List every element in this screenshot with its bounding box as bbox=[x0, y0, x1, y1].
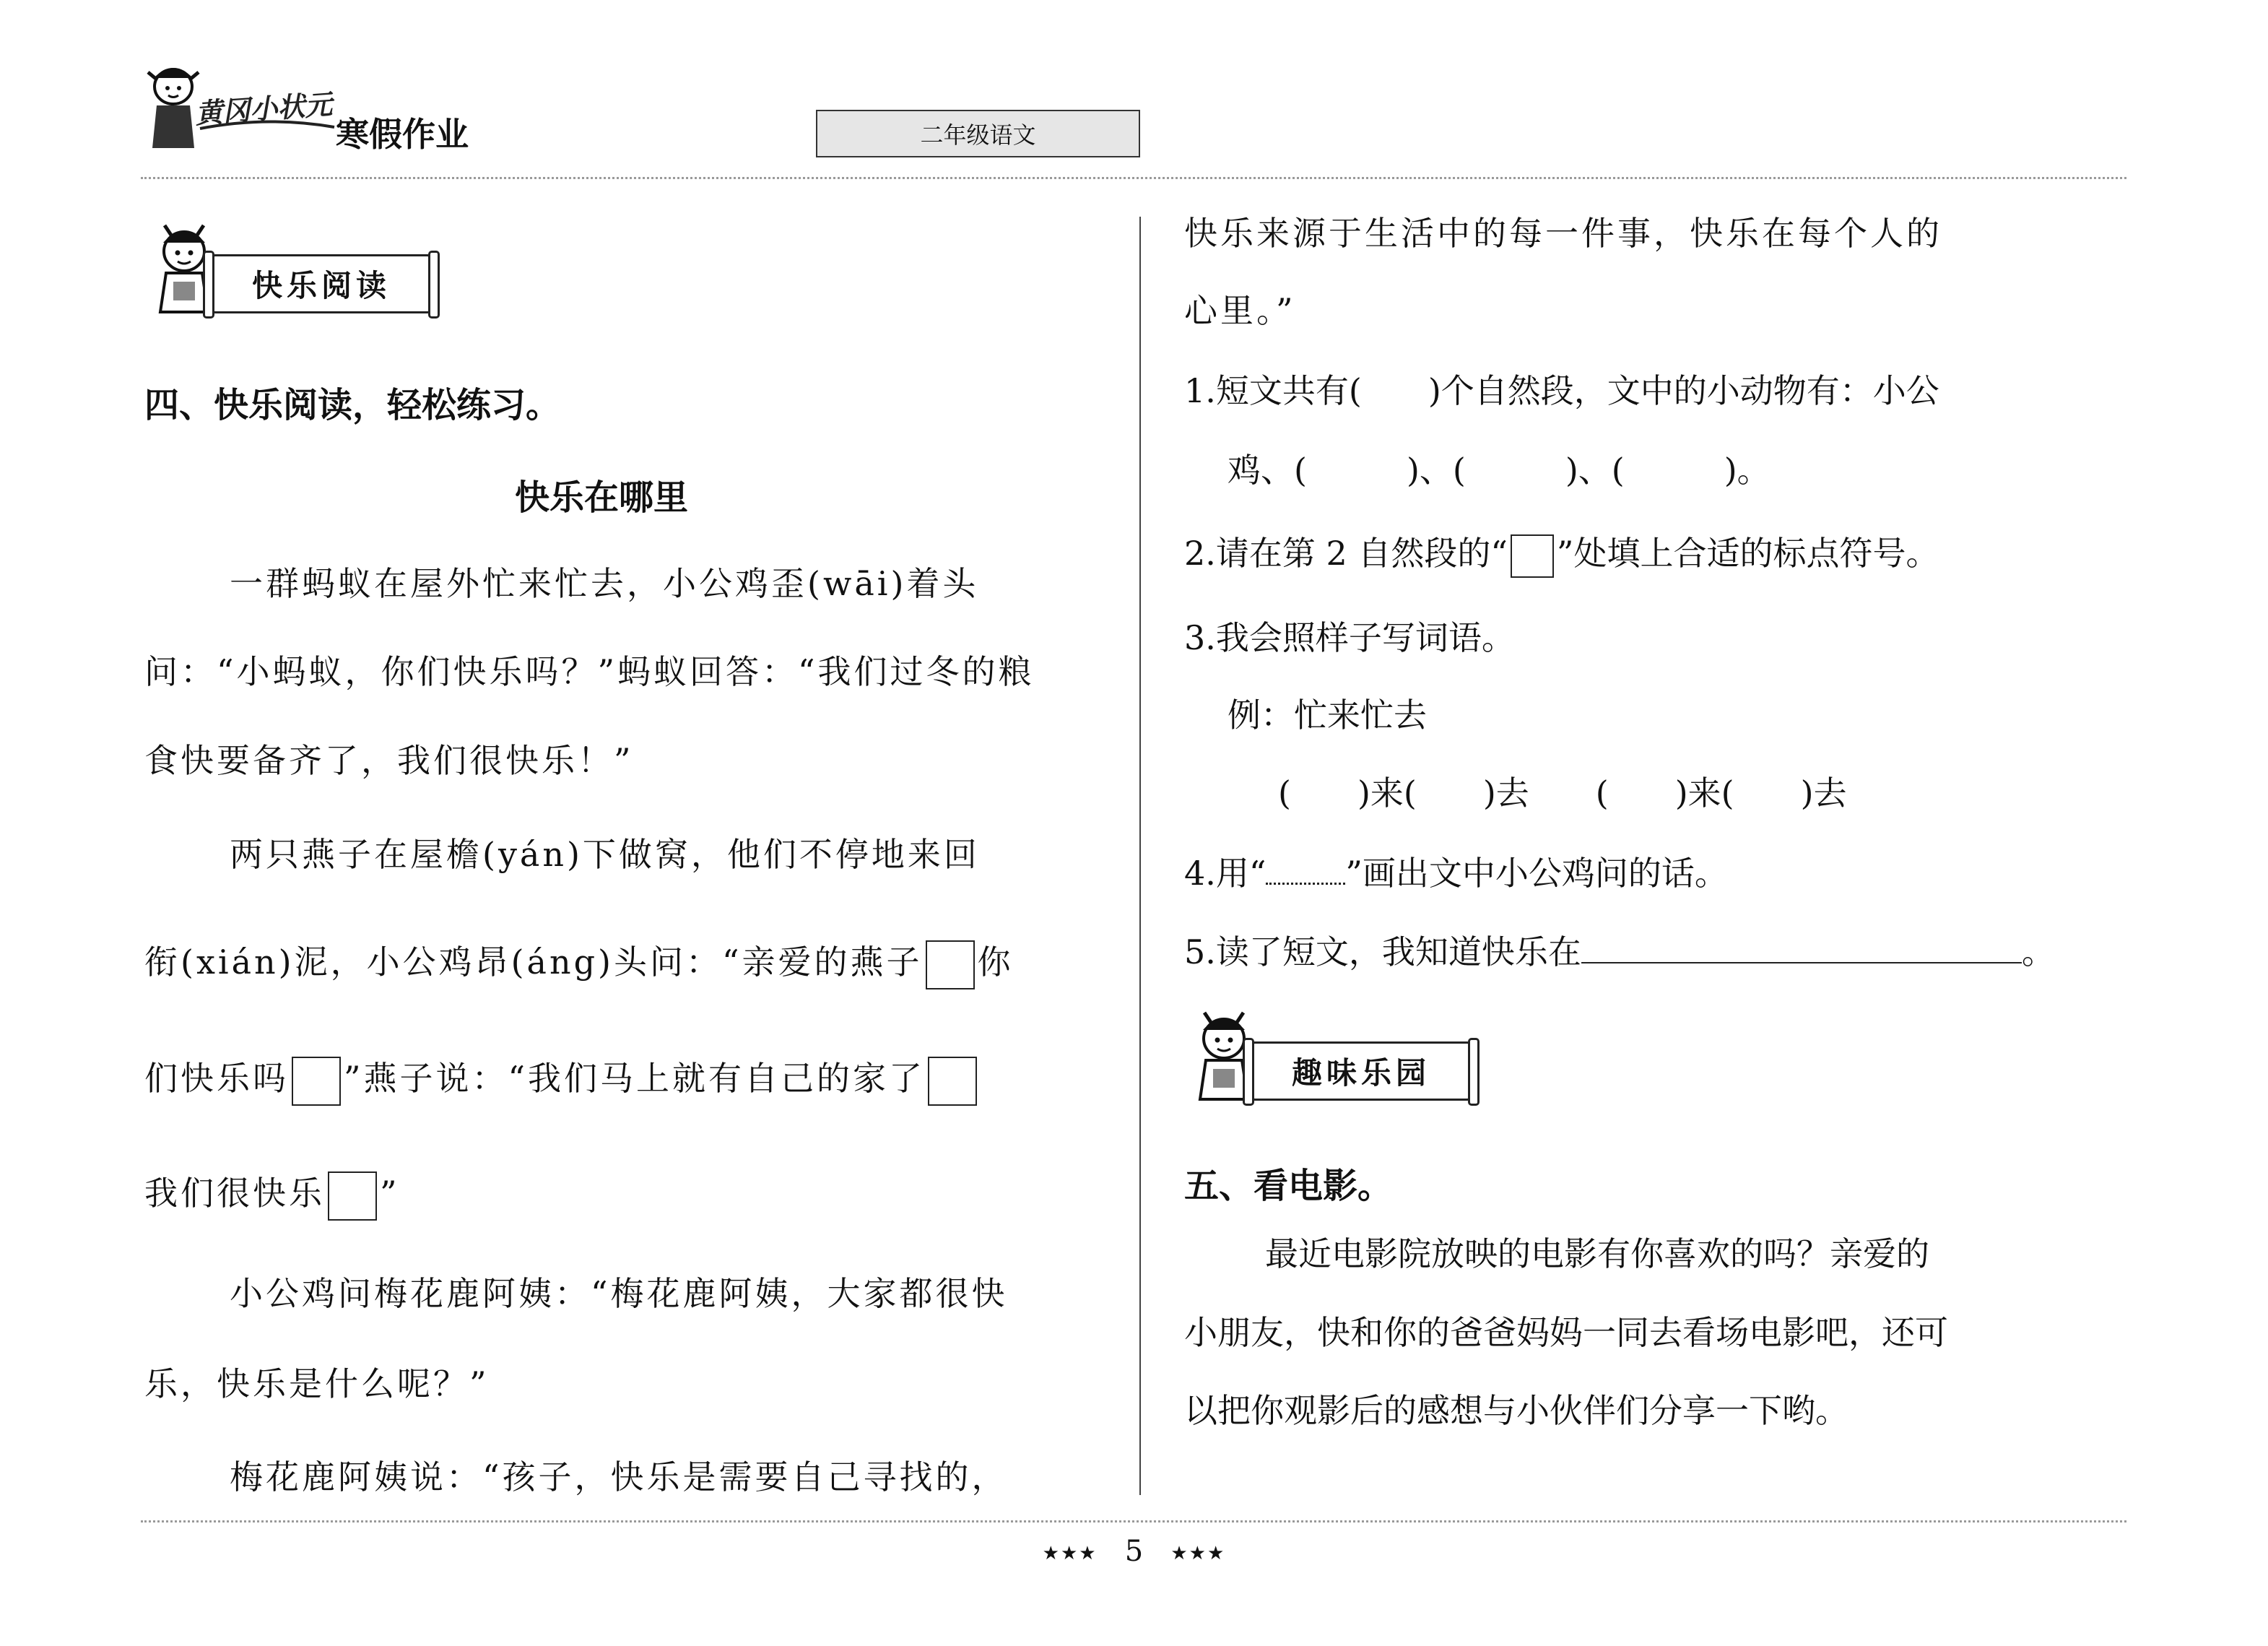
decorative-stars-icon: ★★★ bbox=[1170, 1543, 1226, 1564]
question-text: 。 bbox=[2021, 932, 2055, 971]
logo-swoosh-icon bbox=[199, 118, 336, 133]
wavy-underline-sample-icon bbox=[1266, 854, 1345, 885]
logo-title: 寒假作业 bbox=[336, 115, 469, 154]
story-text: 你 bbox=[977, 943, 1014, 982]
question-text: 4.用“ bbox=[1184, 854, 1266, 893]
story-text: ” bbox=[380, 1174, 400, 1213]
story-line: 心里。” bbox=[1184, 291, 1296, 330]
story-line bbox=[144, 940, 1014, 989]
punctuation-answer-box[interactable] bbox=[926, 940, 975, 989]
story-line: 快乐来源于生活中的每一件事，快乐在每个人的 bbox=[1184, 214, 1942, 253]
question-3-blanks[interactable]: ( )来( )去 ( )来( )去 bbox=[1278, 774, 1847, 813]
question-text: ”画出文中小公鸡问的话。 bbox=[1345, 854, 1728, 893]
story-line: 小公鸡问梅花鹿阿姨：“梅花鹿阿姨，大家都很快 bbox=[230, 1274, 1008, 1313]
question-1-line2: 鸡、( )、( )、( )。 bbox=[1228, 451, 1770, 490]
brand-logo bbox=[141, 58, 502, 159]
story-title: 快乐在哪里 bbox=[515, 477, 689, 518]
punctuation-answer-box[interactable] bbox=[928, 1057, 977, 1106]
punctuation-answer-box[interactable] bbox=[328, 1171, 377, 1221]
banner-scroll-label: 快乐阅读 bbox=[211, 254, 432, 313]
section-heading-5: 五、看电影。 bbox=[1184, 1166, 1393, 1206]
question-text: 5.读了短文，我知道快乐在 bbox=[1184, 932, 1581, 971]
story-text: 衔(xián)泥，小公鸡昂(áng)头问：“亲爱的燕子 bbox=[144, 943, 923, 982]
punctuation-sample-box bbox=[1511, 534, 1554, 578]
story-line: 两只燕子在屋檐(yán)下做窝，他们不停地来回 bbox=[230, 835, 980, 874]
question-5 bbox=[1184, 933, 2055, 969]
story-line: 问：“小蚂蚁，你们快乐吗？”蚂蚁回答：“我们过冬的粮 bbox=[144, 652, 1035, 691]
question-text: 2.请在第 2 自然段的“ bbox=[1184, 534, 1508, 573]
story-line: 梅花鹿阿姨说：“孩子，快乐是需要自己寻找的， bbox=[230, 1457, 1008, 1496]
page-footer bbox=[0, 1535, 2268, 1568]
punctuation-answer-box[interactable] bbox=[292, 1057, 341, 1106]
banner-scroll-label: 趣味乐园 bbox=[1251, 1041, 1472, 1101]
movie-text-line: 小朋友，快和你的爸爸妈妈一同去看场电影吧，还可 bbox=[1184, 1313, 1948, 1352]
movie-text-line: 最近电影院放映的电影有你喜欢的吗？亲爱的 bbox=[1265, 1234, 1929, 1273]
story-line: 食快要备齐了，我们很快乐！” bbox=[144, 741, 634, 780]
question-text: ”处填上合适的标点符号。 bbox=[1556, 534, 1939, 573]
answer-blank-line[interactable] bbox=[1581, 933, 2022, 963]
story-line: 乐，快乐是什么呢？” bbox=[144, 1364, 490, 1403]
story-text: 们快乐吗 bbox=[144, 1059, 289, 1098]
question-1: 1.短文共有( )个自然段，文中的小动物有：小公 bbox=[1184, 371, 1939, 410]
story-line: 一群蚂蚁在屋外忙来忙去，小公鸡歪(wāi)着头 bbox=[230, 564, 979, 603]
column-divider bbox=[1139, 217, 1141, 1495]
header-divider bbox=[141, 177, 2126, 179]
logo-script-text: 黄冈小状元 bbox=[194, 87, 334, 130]
page-number: 5 bbox=[1124, 1535, 1144, 1568]
story-line bbox=[144, 1171, 400, 1221]
story-text: 我们很快乐 bbox=[144, 1174, 325, 1213]
movie-text-line: 以把你观影后的感想与小伙伴们分享一下哟。 bbox=[1184, 1391, 1848, 1430]
decorative-stars-icon: ★★★ bbox=[1042, 1543, 1098, 1564]
section-heading-4: 四、快乐阅读，轻松练习。 bbox=[144, 385, 561, 425]
section-banner-reading bbox=[144, 217, 469, 318]
question-3: 3.我会照样子写词语。 bbox=[1184, 618, 1515, 657]
question-2 bbox=[1184, 534, 1939, 578]
section-banner-fun bbox=[1184, 1004, 1509, 1105]
grade-subject-label: 二年级语文 bbox=[816, 110, 1140, 157]
question-3-example: 例：忙来忙去 bbox=[1228, 696, 1427, 735]
question-4 bbox=[1184, 854, 1728, 893]
footer-divider bbox=[141, 1520, 2126, 1522]
story-line bbox=[144, 1057, 980, 1106]
story-text: ”燕子说：“我们马上就有自己的家了 bbox=[344, 1059, 926, 1098]
